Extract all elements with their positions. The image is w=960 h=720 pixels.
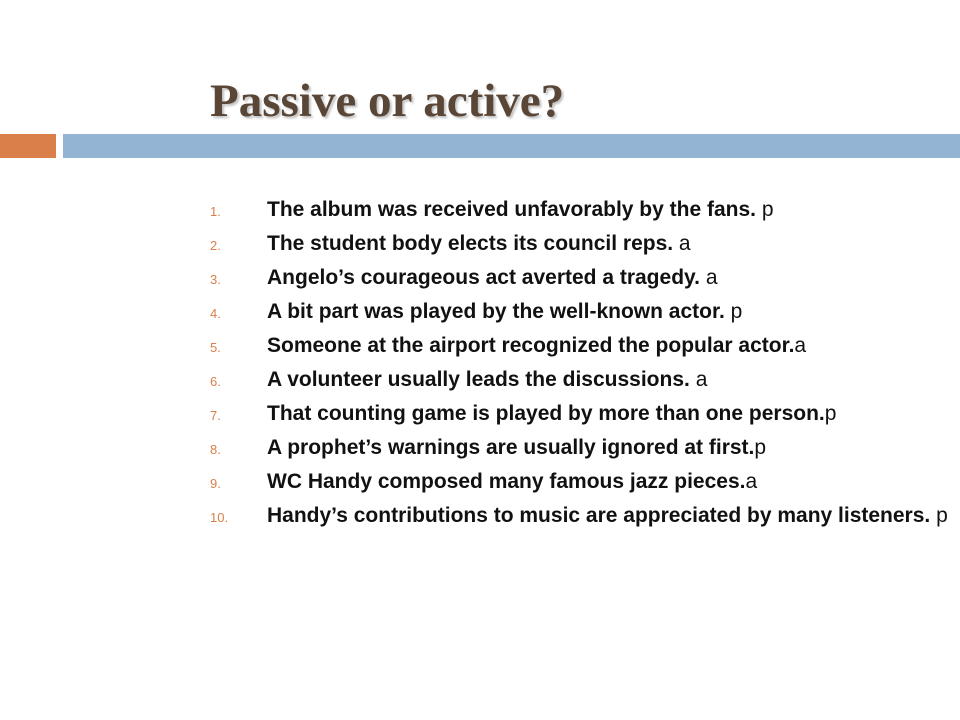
list-item bbox=[210, 367, 958, 393]
list-item bbox=[210, 401, 958, 427]
item-number: 3. bbox=[210, 272, 221, 287]
list-item bbox=[210, 265, 958, 291]
question-list bbox=[210, 197, 958, 537]
item-number: 8. bbox=[210, 442, 221, 457]
item-answer: p bbox=[761, 198, 774, 221]
item-question: Someone at the airport recognized the popular actor. bbox=[267, 334, 795, 357]
item-answer: a bbox=[794, 334, 807, 357]
item-number: 4. bbox=[210, 306, 221, 321]
item-answer: p bbox=[824, 402, 837, 425]
item-number: 7. bbox=[210, 408, 221, 423]
item-number: 6. bbox=[210, 374, 221, 389]
item-question: That counting game is played by more than one person. bbox=[267, 402, 825, 425]
accent-bar-left bbox=[0, 134, 56, 158]
slide-title: Passive or active? bbox=[210, 75, 565, 127]
item-number: 5. bbox=[210, 340, 221, 355]
item-question: Handy’s contributions to music are appreciated by many listeners. bbox=[267, 504, 937, 527]
list-item bbox=[210, 435, 958, 461]
item-question: A volunteer usually leads the discussions. bbox=[267, 368, 696, 391]
list-item bbox=[210, 333, 958, 359]
item-question: WC Handy composed many famous jazz pieces. bbox=[267, 470, 746, 493]
item-answer: a bbox=[695, 368, 708, 391]
item-number: 9. bbox=[210, 476, 221, 491]
item-answer: a bbox=[705, 266, 718, 289]
accent-bar-right bbox=[63, 134, 960, 158]
item-question: The student body elects its council reps. bbox=[267, 232, 679, 255]
list-item bbox=[210, 503, 958, 529]
list-item bbox=[210, 231, 958, 257]
item-question: A bit part was played by the well-known actor. bbox=[267, 300, 731, 323]
item-number: 10. bbox=[210, 510, 229, 525]
list-item bbox=[210, 299, 958, 325]
item-question: The album was received unfavorably by the fans. bbox=[267, 198, 762, 221]
item-answer: p bbox=[730, 300, 743, 323]
item-answer: a bbox=[678, 232, 691, 255]
item-answer: p bbox=[754, 436, 767, 459]
item-answer: p bbox=[936, 504, 948, 527]
item-answer: a bbox=[745, 470, 758, 493]
item-question: A prophet’s warnings are usually ignored at first. bbox=[267, 436, 755, 459]
item-number: 1. bbox=[210, 204, 221, 219]
list-item bbox=[210, 197, 958, 223]
item-question: Angelo’s courageous act averted a tragedy. bbox=[267, 266, 706, 289]
item-number: 2. bbox=[210, 238, 221, 253]
list-item bbox=[210, 469, 958, 495]
